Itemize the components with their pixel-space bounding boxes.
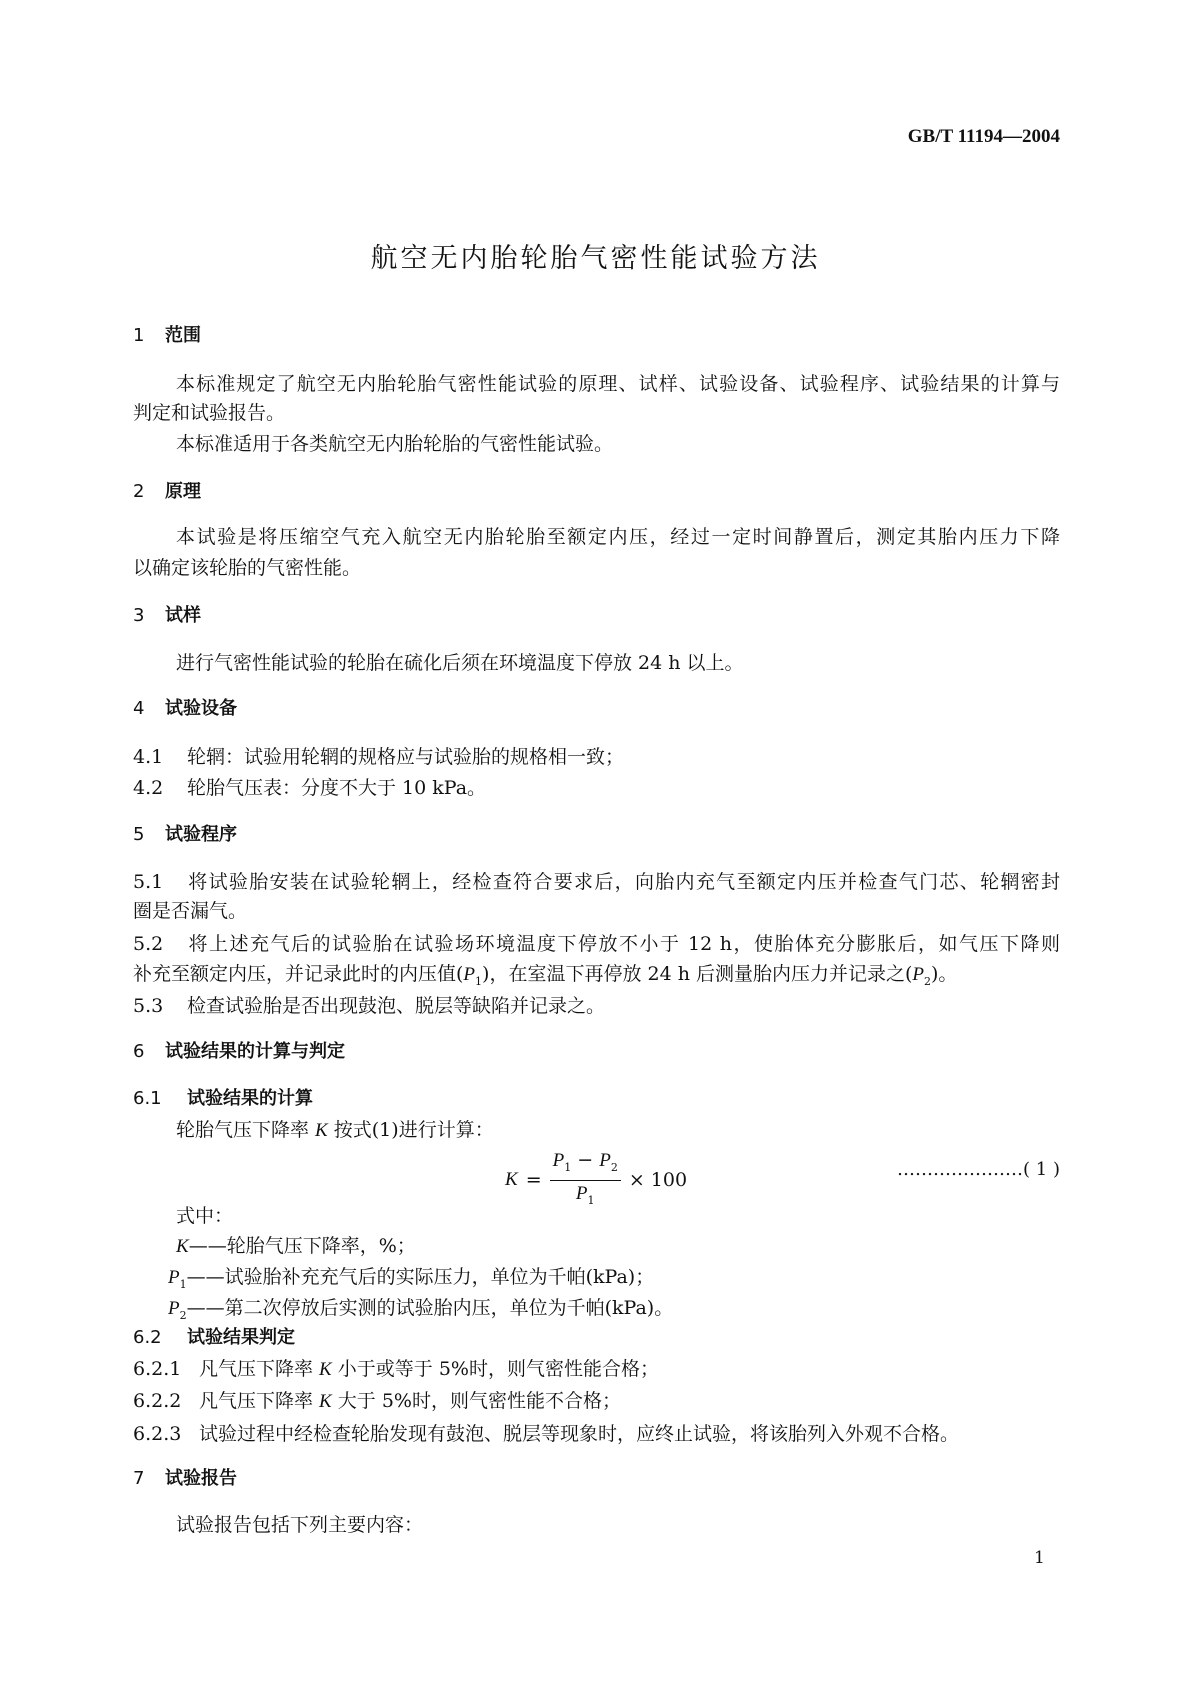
paragraph: 本试验是将压缩空气充入航空无内胎轮胎至额定内压，经过一定时间静置后，测定其胎内压力下降 [176, 526, 1060, 548]
clause-5-1: 5.1 将试验胎安装在试验轮辋上，经检查符合要求后，向胎内充气至额定内压并检查气门芯、轮辋密封 [133, 871, 1060, 893]
paragraph: 判定和试验报告。 [133, 402, 286, 424]
section-2-heading: 2 原理 [133, 481, 201, 502]
clause-6-2-2: 6.2.2 凡气压下降率 K 大于 5%时，则气密性能不合格； [133, 1390, 621, 1412]
clause-6-2-3: 6.2.3 试验过程中经检查轮胎发现有鼓泡、脱层等现象时，应终止试验，将该胎列入外观不合格。 [133, 1423, 960, 1445]
clause-5-3: 5.3 检查试验胎是否出现鼓泡、脱层等缺陷并记录之。 [133, 995, 606, 1017]
definition-p1: $P_1——$试验胎补充充气后的实际压力，单位为千帕(kPa)； [168, 1266, 655, 1291]
clause-4-1: 4.1 轮辋：试验用轮辋的规格应与试验胎的规格相一致； [133, 746, 625, 768]
section-3-heading: 3 试样 [133, 605, 201, 626]
where-label: 式中： [176, 1205, 234, 1227]
paragraph: 以确定该轮胎的气密性能。 [133, 557, 362, 579]
definition-k: K——轮胎气压下降率，%； [176, 1235, 416, 1257]
paragraph: 本标准规定了航空无内胎轮胎气密性能试验的原理、试样、试验设备、试验程序、试验结果的计算与 [176, 373, 1060, 395]
page-number: 1 [1034, 1548, 1045, 1568]
paragraph: 圈是否漏气。 [133, 900, 248, 922]
clause-6-1-heading: 6.1 试验结果的计算 [133, 1088, 313, 1109]
section-7-heading: 7 试验报告 [133, 1468, 237, 1489]
standard-number: GB/T 11194—2004 [907, 126, 1060, 147]
paragraph: 补充至额定内压，并记录此时的内压值$(P_1)$，在室温下再停放 24 h 后测量胎内压力并记录之$(P_2)$。 [133, 963, 958, 988]
paragraph: 试验报告包括下列主要内容： [176, 1514, 424, 1536]
clause-6-2-1: 6.2.1 凡气压下降率 K 小于或等于 5%时，则气密性能合格； [133, 1358, 659, 1380]
clause-6-2-heading: 6.2 试验结果判定 [133, 1327, 295, 1348]
definition-p2: $P_2——$第二次停放后实测的试验胎内压，单位为千帕(kPa)。 [168, 1297, 674, 1322]
section-4-heading: 4 试验设备 [133, 698, 237, 719]
clause-4-2: 4.2 轮胎气压表：分度不大于 10 kPa。 [133, 777, 487, 799]
formula-1: K = $\frac{P_1 - P_2}{P_1}$ × 100 [505, 1149, 688, 1207]
paragraph: 轮胎气压下降率 K 按式(1)进行计算： [176, 1119, 494, 1141]
paragraph: 本标准适用于各类航空无内胎轮胎的气密性能试验。 [176, 433, 614, 455]
section-6-heading: 6 试验结果的计算与判定 [133, 1041, 345, 1062]
document-title: 航空无内胎轮胎气密性能试验方法 [370, 243, 821, 274]
section-5-heading: 5 试验程序 [133, 824, 237, 845]
paragraph: 进行气密性能试验的轮胎在硫化后须在环境温度下停放 24 h 以上。 [176, 652, 744, 674]
equation-number: …………………( 1 ) [897, 1159, 1060, 1180]
clause-5-2: 5.2 将上述充气后的试验胎在试验场环境温度下停放不小于 12 h，使胎体充分膨胀后，如气压下降则 [133, 933, 1060, 955]
section-1-heading: 1 范围 [133, 325, 201, 346]
